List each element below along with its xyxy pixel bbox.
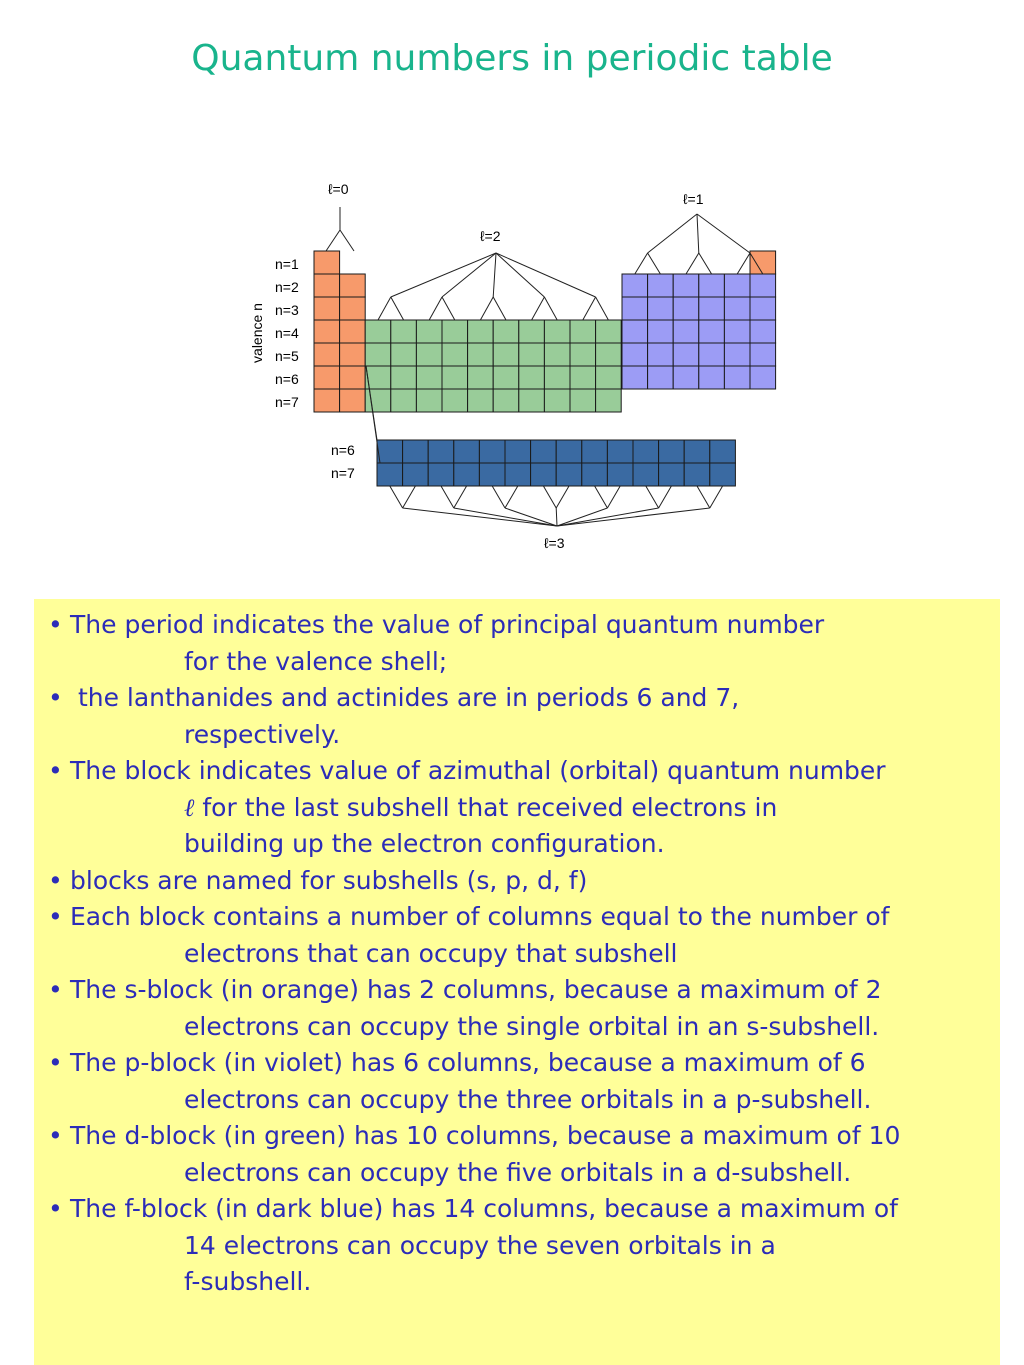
f-block-cell [428,463,454,486]
d-block-cell [468,320,494,343]
tree-line [699,253,712,274]
tree-line [403,486,416,508]
block-cells [314,251,776,486]
label-l2: ℓ=2 [480,228,501,244]
tree-line [326,230,340,251]
d-block-cell [442,389,468,412]
f-block-cell [633,440,659,463]
d-block-cell [519,366,545,389]
tree-line [697,214,750,253]
d-block-cell [493,320,519,343]
tree-line [710,486,723,508]
p-block-cell [622,366,648,389]
period-label: n=7 [275,394,299,410]
d-block-cell [493,366,519,389]
d-block-cell [365,343,391,366]
f-block-cell [582,440,608,463]
d-block-cell [416,366,442,389]
tree-line [391,297,404,320]
p-block-cell [724,320,750,343]
periodic-table-diagram [0,0,1024,580]
tree-line [557,508,659,526]
p-block-cell [750,320,776,343]
bullet-item: • The s-block (in orange) has 2 columns, because a maximum of 2 electrons can occupy the single orbital in an s-subshell. [48,975,882,1041]
d-block-cell [519,320,545,343]
p-block-cell [673,366,699,389]
tree-line [648,253,661,274]
bullet-item: • Each block contains a number of columns equal to the number of electrons that can occupy that subshell [48,902,890,968]
d-block-cell [544,366,570,389]
tree-line [454,486,467,508]
d-block-cell [570,366,596,389]
p-block-cell [648,343,674,366]
tree-line [496,253,544,297]
d-block-cell [416,389,442,412]
tree-line [635,253,648,274]
tree-line [596,297,609,320]
tree-line [492,486,505,508]
f-block-cell [556,463,582,486]
d-block-cell [468,389,494,412]
p-block-cell [673,297,699,320]
p-block-cell [648,366,674,389]
f-block-cell [377,463,403,486]
tree-line [505,486,518,508]
f-period-label: n=7 [331,465,355,481]
d-block-cell [416,343,442,366]
tree-line [556,508,557,526]
d-block-cell [519,389,545,412]
tree-line [737,253,750,274]
p-block-cell [622,343,648,366]
d-block-cell [519,343,545,366]
p-block-cell [750,274,776,297]
s-block-cell [314,343,340,366]
tree-line [454,508,557,526]
p-block-cell [673,274,699,297]
s-block-cell [314,274,340,297]
p-block-cell [724,297,750,320]
d-block-cell [391,320,417,343]
period-label: n=3 [275,302,299,318]
ell-symbol: ℓ [184,792,195,822]
tree-line [686,253,699,274]
tree-line [496,253,596,297]
f-block-cell [607,440,633,463]
p-block-cell [673,320,699,343]
f-block-cell [633,463,659,486]
period-label: n=1 [275,256,299,272]
d-block-cell [544,343,570,366]
s-block-cell [314,251,340,274]
s-block-cell [340,297,366,320]
tree-line [659,486,672,508]
tree-line [556,486,569,508]
s-block-cell [314,389,340,412]
bullet-item: • The block indicates value of azimuthal (orbital) quantum number ℓ for the last subshell that received electrons in building up the electron configuration. [48,756,886,858]
tree-line [429,297,442,320]
d-block-cell [365,389,391,412]
f-block-cell [479,463,505,486]
bullet-item: • the lanthanides and actinides are in periods 6 and 7, respectively. [48,683,740,749]
bullet-item: • The p-block (in violet) has 6 columns, because a maximum of 6 electrons can occupy the three orbitals in a p-subshell. [48,1048,872,1114]
bullet-item: • blocks are named for subshells (s, p, d, f) [48,865,588,895]
d-block-cell [468,366,494,389]
p-block-cell [699,297,725,320]
label-l0: ℓ=0 [328,181,349,197]
tree-line [442,297,455,320]
f-block-cell [607,463,633,486]
f-period-label: n=6 [331,442,355,458]
period-label: n=4 [275,325,299,341]
tree-line [391,253,496,297]
d-block-cell [493,389,519,412]
d-block-cell [596,366,622,389]
f-block-cell [582,463,608,486]
s-block-cell [340,320,366,343]
p-block-cell [699,274,725,297]
tree-line [583,297,596,320]
tree-line [697,214,699,253]
period-label: n=6 [275,371,299,387]
f-block-cell [428,440,454,463]
d-block-cell [365,320,391,343]
f-block-cell [531,440,557,463]
f-block-cell [710,440,736,463]
s-block-cell [340,274,366,297]
d-block-cell [544,320,570,343]
s-block-cell [314,297,340,320]
p-block-cell [699,320,725,343]
s-block-cell [750,251,776,274]
d-block-cell [570,389,596,412]
tree-line [697,486,710,508]
tree-line [543,486,556,508]
f-block-cell [684,463,710,486]
tree-line [403,508,557,526]
p-block-cell [622,274,648,297]
tree-line [340,230,354,251]
f-block-cell [403,463,429,486]
tree-line [480,297,493,320]
s-block-cell [340,366,366,389]
d-block-cell [416,320,442,343]
p-block-cell [750,366,776,389]
p-block-cell [724,366,750,389]
f-block-cell [479,440,505,463]
p-block-cell [673,343,699,366]
page-title: Quantum numbers in periodic table [191,38,833,79]
s-block-cell [314,366,340,389]
f-block-cell [377,440,403,463]
tree-line [544,297,557,320]
f-block-cell [659,440,685,463]
d-block-cell [596,320,622,343]
p-block-cell [648,274,674,297]
p-block-cell [622,297,648,320]
p-block-cell [724,343,750,366]
d-block-cell [570,343,596,366]
tree-line [646,486,659,508]
p-block-cell [699,366,725,389]
tree-line [595,486,608,508]
f-block-cell [556,440,582,463]
label-l3: ℓ=3 [544,535,565,551]
s-block-cell [340,389,366,412]
f-block-cell [531,463,557,486]
d-block-cell [442,366,468,389]
p-block-cell [750,343,776,366]
f-block-cell [454,440,480,463]
p-block-cell [648,297,674,320]
bullet-item: • The period indicates the value of principal quantum number for the valence shell; [48,610,825,676]
d-block-cell [391,366,417,389]
s-block-cell [314,320,340,343]
d-block-cell [596,343,622,366]
f-block-cell [659,463,685,486]
period-label: n=5 [275,348,299,364]
d-block-cell [468,343,494,366]
bullet-item: • The f-block (in dark blue) has 14 columns, because a maximum of 14 electrons can occupy the seven orbitals in a f-subshell. [48,1194,898,1296]
s-block-cell [340,343,366,366]
f-block-cell [684,440,710,463]
p-block-cell [622,320,648,343]
d-block-cell [596,389,622,412]
p-block-cell [750,297,776,320]
d-block-cell [391,343,417,366]
d-block-cell [544,389,570,412]
period-label: n=2 [275,279,299,295]
tree-line [493,253,496,297]
d-block-cell [391,389,417,412]
tree-line [648,214,697,253]
tree-line [557,508,710,526]
tree-line [442,253,496,297]
f-block-cell [454,463,480,486]
tree-line [532,297,545,320]
axis-label-valence-n: valence n [249,303,265,363]
tree-line [493,297,506,320]
tree-line [607,486,620,508]
f-block-cell [505,463,531,486]
p-block-cell [648,320,674,343]
p-block-cell [724,274,750,297]
tree-line [441,486,454,508]
d-block-cell [493,343,519,366]
tree-line [390,486,403,508]
d-block-cell [570,320,596,343]
tree-line [378,297,391,320]
label-l1: ℓ=1 [683,191,704,207]
f-block-cell [505,440,531,463]
explanation-box [34,599,1000,1365]
p-block-cell [699,343,725,366]
d-block-cell [442,320,468,343]
f-block-cell [710,463,736,486]
f-block-cell [403,440,429,463]
d-block-cell [442,343,468,366]
bullet-item: • The d-block (in green) has 10 columns, because a maximum of 10 electrons can occupy the five orbitals in a d-subshell. [48,1121,901,1187]
